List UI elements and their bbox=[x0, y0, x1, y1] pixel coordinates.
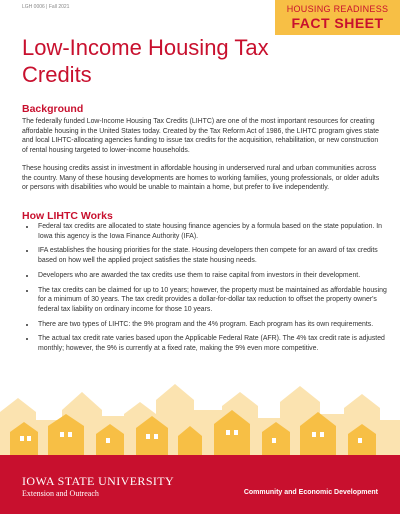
how-lihtc-works-list bbox=[22, 222, 392, 359]
background-heading: Background bbox=[22, 103, 84, 115]
background-paragraph-2: These housing credits assist in investment in affordable housing in underserved rural and urban communities across the country. Many of these housing developments are homes to working families, young professionals, or older adults or persons with disabilities who would be unable to maintain a home, but prefer to live independently. bbox=[22, 165, 380, 192]
university-logo-text: IOWA STATE UNIVERSITY bbox=[22, 474, 175, 488]
background-paragraph-1: The federally funded Low-Income Housing Tax Credits (LIHTC) are one of the most important resources for creating affordable housing in the United States today. Created by the Tax Reform Act of 1986, the LIHTC program gives state and local LIHTC-allocating agencies funding to issue tax credits for the acquisition, rehabilitation, or new construction of rental housing targeted to lower-income households. bbox=[22, 118, 379, 154]
document-code: LGH 0006 | Fall 2021 bbox=[22, 4, 70, 10]
unit-name: Community and Economic Development bbox=[243, 489, 378, 496]
houses-illustration bbox=[0, 380, 400, 455]
list-item: • The actual tax credit rate varies based upon the Applicable Federal Rate (AFR). The 4% tax credit rate is adjusted monthly; however, the 9% is currently at a fixed rate, making the 9% even more competitive. bbox=[36, 334, 392, 353]
list-item: • There are two types of LIHTC: the 9% program and the 4% program. Each program has its own requirements. bbox=[36, 320, 392, 330]
series-title: FACT SHEET bbox=[291, 15, 384, 31]
extension-logo-text: Extension and Outreach bbox=[22, 489, 99, 498]
how-lihtc-works-heading: How LIHTC Works bbox=[22, 210, 113, 222]
page-title: Low-Income Housing Tax Credits bbox=[22, 35, 269, 87]
list-item: • Federal tax credits are allocated to state housing finance agencies by a formula based on the state population. In Iowa this agency is the Iowa Finance Authority (IFA). bbox=[36, 222, 392, 241]
list-item: • Developers who are awarded the tax credits use them to raise capital from investors in their development. bbox=[36, 271, 392, 281]
series-label: HOUSING READINESS bbox=[286, 4, 389, 14]
list-item: • The tax credits can be claimed for up to 10 years; however, the property must be maintained as affordable housing for a minimum of 30 years. The tax credit provides a dollar-for-dollar tax reduction to offset the property owner's federal tax liability on ordinary income for those 10 years. bbox=[36, 286, 392, 315]
fact-sheet-banner bbox=[275, 0, 400, 35]
list-item: • IFA establishes the housing priorities for the state. Housing developers then compete for an award of tax credits based on how well the applied project satisfies the state housing needs. bbox=[36, 246, 392, 265]
